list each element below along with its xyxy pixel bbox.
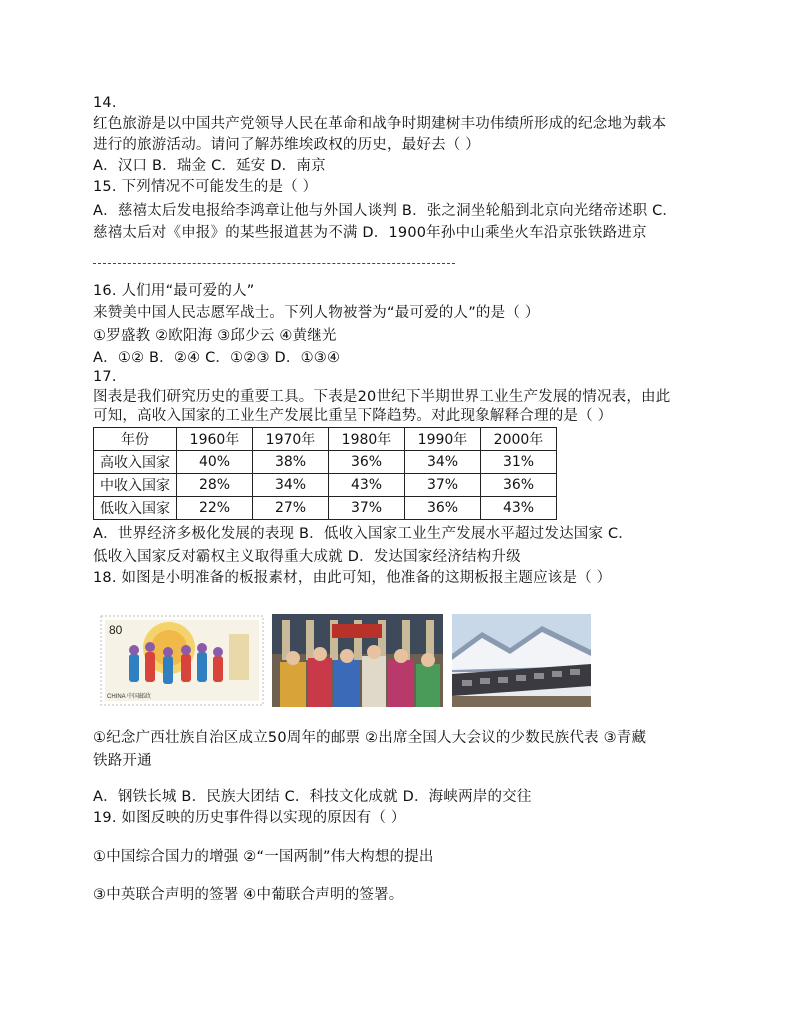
industry-table xyxy=(93,427,557,520)
table-cell: 27% xyxy=(253,497,329,520)
delegates-photo xyxy=(272,614,443,707)
table-cell: 37% xyxy=(405,474,481,497)
table-header-cell: 1970年 xyxy=(253,428,329,451)
q15-options-line2: 慈禧太后对《申报》的某些报道甚为不满 D．1900年孙中山乘坐火车沿京张铁路进京 xyxy=(93,225,647,241)
table-cell: 43% xyxy=(329,474,405,497)
q14-stem-line2: 进行的旅游活动。请问了解苏维埃政权的历史，最好去（ ） xyxy=(93,137,481,153)
table-header-cell: 1990年 xyxy=(405,428,481,451)
q14-number: 14. xyxy=(93,95,117,111)
table-cell: 高收入国家 xyxy=(94,451,177,474)
q19-stem: 19. 如图反映的历史事件得以实现的原因有（ ） xyxy=(93,810,406,826)
table-cell: 22% xyxy=(177,497,253,520)
table-row xyxy=(94,474,557,497)
q16-choices: ①罗盛教 ②欧阳海 ③邱少云 ④黄继光 xyxy=(93,328,337,344)
table-cell: 36% xyxy=(405,497,481,520)
table-row xyxy=(94,497,557,520)
table-row xyxy=(94,451,557,474)
q17-number: 17. xyxy=(93,369,117,385)
q18-options: A．钢铁长城 B．民族大团结 C．科技文化成就 D．海峡两岸的交往 xyxy=(93,789,532,805)
table-cell: 31% xyxy=(481,451,557,474)
table-header-row xyxy=(94,428,557,451)
table-cell: 28% xyxy=(177,474,253,497)
stamp-country: CHINA 中国邮政 xyxy=(107,694,152,700)
q19-choices-line2: ③中英联合声明的签署 ④中葡联合声明的签署。 xyxy=(93,887,404,903)
table-cell: 36% xyxy=(481,474,557,497)
q16-stem-line2: 来赞美中国人民志愿军战士。下列人物被誉为“最可爱的人”的是（ ） xyxy=(93,305,540,321)
q17-stem-line1: 图表是我们研究历史的重要工具。下表是20世纪下半期世界工业生产发展的情况表，由此 xyxy=(93,389,671,405)
q15-stem: 15. 下列情况不可能发生的是（ ） xyxy=(93,179,318,195)
table-cell: 40% xyxy=(177,451,253,474)
table-cell: 低收入国家 xyxy=(94,497,177,520)
table-cell: 37% xyxy=(329,497,405,520)
q14-stem-line1: 红色旅游是以中国共产党领导人民在革命和战争时期建树丰功伟绩所形成的纪念地为载本 xyxy=(93,116,667,132)
table-header-cell: 2000年 xyxy=(481,428,557,451)
table-cell: 36% xyxy=(329,451,405,474)
q18-caption-line1: ①纪念广西壮族自治区成立50周年的邮票 ②出席全国人大会议的少数民族代表 ③青藏 xyxy=(93,730,647,746)
table-header-cell: 1980年 xyxy=(329,428,405,451)
q18-stem: 18. 如图是小明准备的板报素材，由此可知，他准备的这期板报主题应该是（ ） xyxy=(93,570,612,586)
table-cell: 中收入国家 xyxy=(94,474,177,497)
q17-options-line2: 低收入国家反对霸权主义取得重大成就 D．发达国家经济结构升级 xyxy=(93,549,521,565)
table-cell: 43% xyxy=(481,497,557,520)
railway-photo xyxy=(452,614,591,707)
q17-options-line1: A．世界经济多极化发展的表现 B．低收入国家工业生产发展水平超过发达国家 C． xyxy=(93,526,634,542)
table-cell: 34% xyxy=(253,474,329,497)
table-header-cell: 年份 xyxy=(94,428,177,451)
q19-choices-line1: ①中国综合国力的增强 ②“一国两制”伟大构想的提出 xyxy=(93,849,434,865)
q16-options: A．①② B．②④ C．①②③ D．①③④ xyxy=(93,350,341,366)
q14-options: A．汉口 B．瑞金 C．延安 D．南京 xyxy=(93,158,326,174)
stamp-image xyxy=(99,614,265,707)
q17-stem-line2: 可知，高收入国家的工业生产发展比重呈下降趋势。对此现象解释合理的是（ ） xyxy=(93,408,613,424)
table-cell: 34% xyxy=(405,451,481,474)
table-header-cell: 1960年 xyxy=(177,428,253,451)
section-separator xyxy=(93,263,455,264)
q15-options-line1: A．慈禧太后发电报给李鸿章让他与外国人谈判 B．张之洞坐轮船到北京向光绪帝述职 C． xyxy=(93,203,678,219)
table-cell: 38% xyxy=(253,451,329,474)
stamp-value: 80 xyxy=(109,623,123,637)
q16-stem-line1: 16. 人们用“最可爱的人” xyxy=(93,283,255,299)
q18-caption-line2: 铁路开通 xyxy=(93,753,152,769)
